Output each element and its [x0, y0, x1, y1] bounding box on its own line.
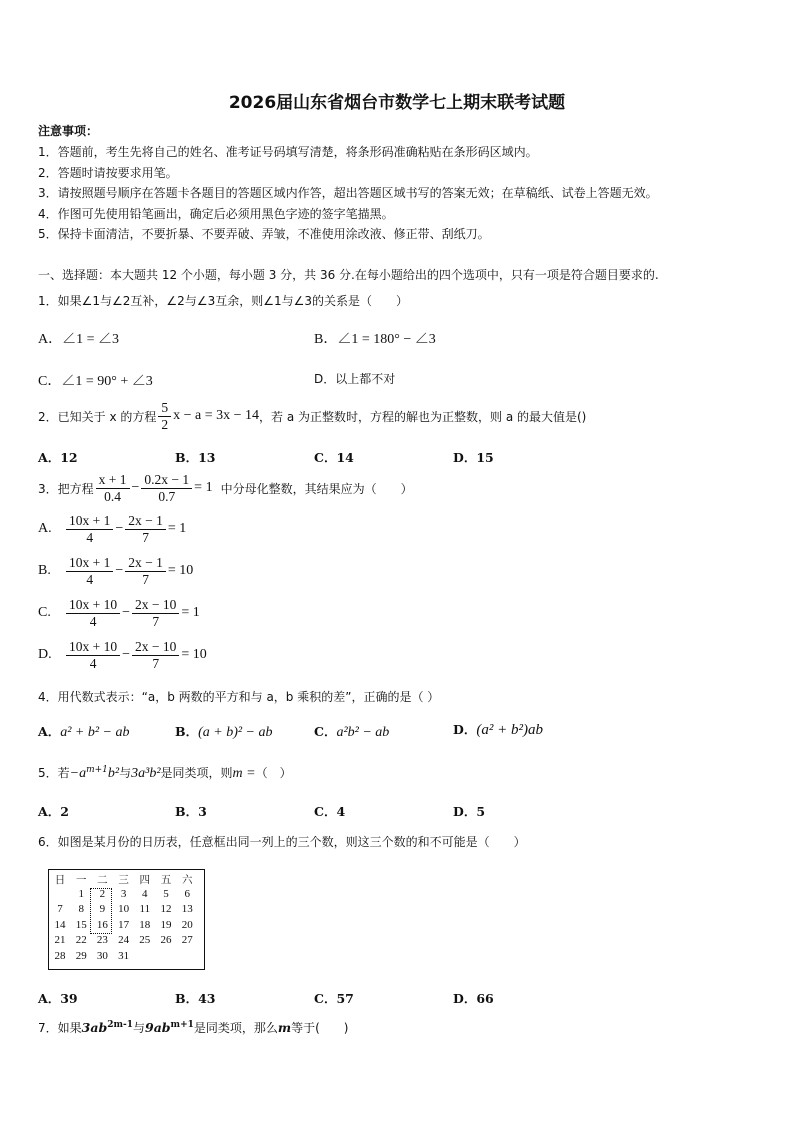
expression: a² + b² − ab — [60, 725, 130, 740]
numerator: 5 — [158, 400, 171, 417]
fraction — [125, 555, 166, 587]
minus-sign: − — [122, 605, 131, 621]
question-5-pre: 5．若 — [38, 766, 70, 780]
option-label: B. — [38, 563, 51, 579]
notice-item: 5．保持卡面清洁，不要折暴、不要弄破、弄皱，不准使用涂改液、修正带、刮纸刀。 — [38, 227, 490, 241]
fraction — [66, 513, 113, 545]
right-hand-side: = 1 — [194, 480, 213, 496]
fraction — [66, 639, 120, 671]
fraction — [96, 472, 130, 504]
option-label: A． — [38, 724, 61, 739]
question-7-end: 等于( ) — [291, 1021, 349, 1035]
question-5-post: 是同类项，则 — [160, 766, 233, 780]
question-2-pre: 2．已知关于 x 的方程 — [38, 409, 157, 424]
denominator: 4 — [89, 655, 97, 671]
minus-sign: − — [115, 563, 124, 579]
variable: m = — [232, 766, 256, 781]
question-6-stem: 6．如图是某月份的日历表，任意框出同一列上的三个数，则这三个数的和不可能是（ ） — [38, 835, 526, 849]
calendar-day-cell: 24 — [118, 934, 130, 946]
option-label: C. — [38, 605, 51, 621]
fraction — [132, 597, 179, 629]
calendar-day-cell: 15 — [75, 918, 87, 931]
calendar-day-cell: 28 — [54, 949, 66, 962]
minus-sign: − — [131, 480, 140, 496]
calendar-day-cell: 4 — [142, 887, 148, 900]
page-title: 2026届山东省烟台市数学七上期末联考试题 — [228, 93, 566, 113]
question-1-option-c: C．∠1 = 90° + ∠3 — [38, 374, 153, 389]
question-3-pre: 3．把方程 — [38, 481, 94, 496]
exponent: 2m-1 — [107, 1019, 133, 1030]
expression: a²b² − ab — [336, 725, 390, 740]
term: −a — [69, 766, 87, 781]
question-2-stem — [38, 400, 586, 432]
question-6-option-a: A．39 — [38, 991, 78, 1006]
section-heading: 一、选择题：本大题共 12 个小题，每小题 3 分，共 36 分.在每小题给出的四个选项中，只有一项是符合题目要求的. — [38, 268, 659, 282]
question-5-option-a: A．2 — [38, 804, 69, 819]
question-4-stem: 4．用代数式表示：“a，b 两数的平方和与 a，b 乘积的差”，正确的是（ ） — [38, 690, 440, 704]
question-3-post: 中分母化整数，其结果应为（ ） — [220, 481, 413, 496]
numerator: 0.2x − 1 — [141, 472, 192, 489]
numerator: 2x − 10 — [132, 597, 179, 614]
calendar-day-cell: 27 — [181, 934, 193, 946]
right-hand-side: = 1 — [181, 605, 200, 621]
term: 3ab — [81, 1020, 108, 1035]
question-3-stem — [38, 472, 413, 504]
calendar-day-cell: 25 — [139, 934, 151, 946]
numerator: 10x + 10 — [66, 639, 120, 656]
calendar-day-cell: 30 — [96, 949, 108, 962]
notice-item: 3．请按照题号顺序在答题卡各题目的答题区域内作答，超出答题区域书写的答案无效；在草稿纸、试卷上答题无效。 — [38, 186, 658, 200]
fraction — [66, 555, 113, 587]
fraction — [132, 639, 179, 671]
question-1-option-a: A．∠1 = ∠3 — [38, 332, 120, 347]
right-hand-side: = 10 — [181, 647, 207, 663]
question-5-end: （ ） — [255, 766, 292, 780]
calendar-day-cell: 23 — [96, 934, 108, 946]
term: b² — [107, 766, 120, 781]
calendar-day-cell: 31 — [118, 949, 130, 962]
question-5-option-b: B．3 — [175, 804, 207, 819]
calendar-header-cell: 五 — [160, 874, 172, 886]
calendar-header-cell: 三 — [118, 874, 129, 886]
option-label: A. — [38, 521, 52, 537]
denominator: 0.4 — [104, 488, 122, 504]
denominator: 4 — [89, 613, 97, 629]
calendar-day-cell: 5 — [163, 887, 169, 900]
question-5-option-c: C．4 — [314, 804, 346, 819]
numerator: 10x + 1 — [66, 555, 113, 572]
fraction — [125, 513, 166, 545]
calendar-day-cell: 26 — [160, 934, 172, 946]
fraction — [141, 472, 192, 504]
calendar-day-cell: 22 — [75, 934, 87, 946]
calendar-header-cell: 四 — [139, 874, 151, 886]
question-2-option-b: B．13 — [175, 450, 216, 465]
question-1-stem: 1．如果∠1与∠2互补，∠2与∠3互余，则∠1与∠3的关系是（ ） — [38, 294, 408, 308]
question-3-option-c — [38, 597, 200, 629]
numerator: 2x − 1 — [125, 555, 166, 572]
denominator: 4 — [86, 529, 94, 545]
question-5-option-d: D．5 — [453, 804, 486, 819]
calendar-day-cell: 8 — [78, 903, 84, 915]
option-label: D. — [38, 647, 52, 663]
question-4-option-d — [453, 720, 543, 739]
denominator: 2 — [161, 416, 169, 432]
calendar-day-cell: 12 — [160, 903, 172, 915]
exponent: m+1 — [170, 1019, 194, 1030]
calendar-day-cell: 7 — [57, 903, 63, 915]
fraction — [158, 400, 171, 432]
denominator: 7 — [152, 613, 160, 629]
calendar-header-cell: 日 — [54, 874, 66, 886]
denominator: 0.7 — [158, 488, 176, 504]
calendar-day-cell: 6 — [184, 887, 190, 900]
expression: (a + b)² − ab — [198, 725, 273, 740]
option-label: D． — [453, 722, 477, 737]
question-3-option-d — [38, 639, 207, 671]
notice-item: 2．答题时请按要求用笔。 — [38, 166, 178, 180]
denominator: 7 — [152, 655, 160, 671]
question-7-post: 是同类项，那么 — [193, 1021, 278, 1035]
question-1-option-d: D．以上都不对 — [314, 372, 396, 386]
notice-item: 1．答题前，考生先将自己的姓名、准考证号码填写清楚，将条形码准确粘贴在条形码区域内。 — [38, 145, 538, 159]
fraction — [66, 597, 120, 629]
question-7-pre: 7．如果 — [38, 1021, 82, 1035]
exponent: m+1 — [86, 764, 108, 775]
numerator: 2x − 1 — [125, 513, 166, 530]
numerator: x + 1 — [96, 472, 130, 489]
question-4-option-b — [175, 722, 273, 741]
calendar-header-cell: 一 — [75, 874, 87, 886]
numerator: 2x − 10 — [132, 639, 179, 656]
calendar-day-cell: 29 — [75, 949, 87, 962]
calendar-day-cell: 17 — [118, 918, 130, 931]
question-6-option-b: B．43 — [175, 991, 216, 1006]
question-1-option-b: B．∠1 = 180° − ∠3 — [314, 332, 436, 347]
numerator: 10x + 10 — [66, 597, 120, 614]
question-3-option-b — [38, 555, 193, 587]
calendar-day-cell: 19 — [160, 918, 172, 931]
numerator: 10x + 1 — [66, 513, 113, 530]
calendar-day-cell: 1 — [78, 887, 84, 900]
question-2-option-d: D．15 — [453, 450, 494, 465]
connector: 与 — [119, 766, 132, 780]
denominator: 4 — [86, 571, 94, 587]
minus-sign: − — [115, 521, 124, 537]
question-2-option-c: C．14 — [314, 450, 354, 465]
calendar-header-cell: 二 — [97, 874, 108, 886]
calendar-day-cell: 2 — [99, 887, 106, 900]
denominator: 7 — [142, 529, 149, 545]
question-3-option-a — [38, 513, 186, 545]
question-4-option-a — [38, 722, 130, 741]
term: 9ab — [145, 1020, 171, 1035]
question-5-stem — [38, 764, 292, 782]
calendar-header-cell: 六 — [181, 874, 193, 886]
calendar-day-cell: 10 — [118, 903, 130, 915]
right-hand-side: = 10 — [167, 563, 194, 579]
option-label: C． — [314, 724, 337, 739]
calendar-day-cell: 11 — [139, 903, 151, 915]
notice-heading: 注意事项： — [38, 124, 99, 138]
notice-item: 4．作图可先使用铅笔画出，确定后必须用黑色字迹的签字笔描黑。 — [38, 207, 394, 221]
denominator: 7 — [142, 571, 149, 587]
calendar-day-cell: 18 — [139, 918, 151, 931]
right-hand-side: = 1 — [167, 521, 187, 537]
calendar-day-cell: 13 — [181, 903, 193, 915]
calendar-day-cell: 20 — [181, 918, 193, 931]
question-2-option-a: A．12 — [38, 450, 78, 465]
calendar-day-cell: 9 — [99, 903, 106, 915]
variable: m — [277, 1020, 292, 1035]
equation: x − a = 3x − 14 — [173, 408, 260, 424]
question-2-post: ，若 a 为正整数时，方程的解也为正整数，则 a 的最大值是() — [259, 409, 587, 424]
option-label: B． — [175, 724, 199, 739]
question-6-option-d: D．66 — [453, 991, 494, 1006]
expression: (a² + b²)ab — [476, 722, 543, 738]
question-7-stem — [38, 1019, 349, 1036]
calendar-day-cell: 14 — [54, 918, 66, 931]
connector: 与 — [132, 1021, 145, 1035]
term: 3a³b² — [131, 766, 161, 781]
question-4-option-c — [314, 722, 389, 741]
calendar-selection-box — [90, 888, 112, 934]
calendar-day-cell: 21 — [54, 934, 66, 946]
calendar-day-cell: 3 — [120, 887, 127, 900]
question-6-option-c: C．57 — [314, 991, 354, 1006]
minus-sign: − — [122, 647, 131, 663]
calendar-day-cell: 16 — [96, 918, 108, 931]
